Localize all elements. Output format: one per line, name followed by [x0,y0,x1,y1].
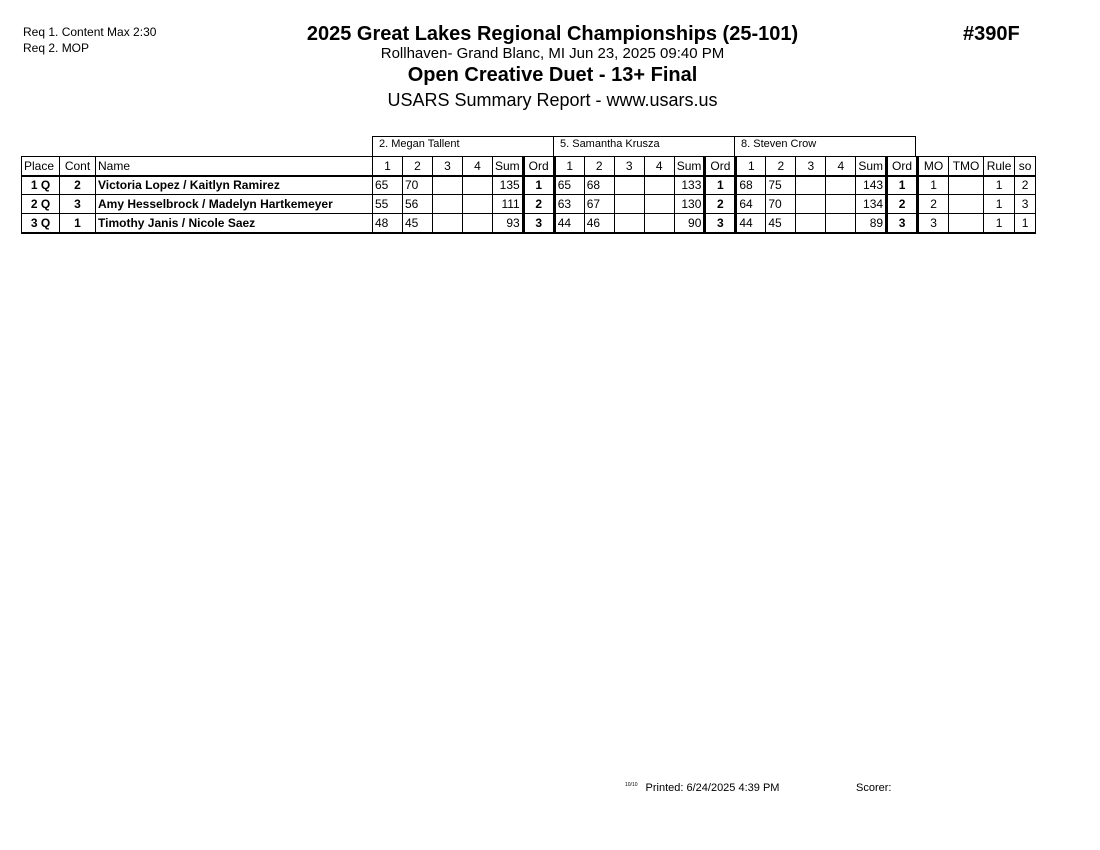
col-j1-ord: Ord [523,157,554,176]
j1-score1: 65 [373,176,403,195]
j2-score1: 44 [554,214,584,233]
requirement-2: Req 2. MOP [23,41,90,55]
j3-score2: 45 [766,214,796,233]
j1-sum: 93 [493,214,524,233]
tmo-cell [949,176,984,195]
col-j3-s3: 3 [796,157,826,176]
col-j3-ord: Ord [887,157,918,176]
j3-score3 [796,176,826,195]
col-mo: MO [918,157,949,176]
j1-ordinal: 3 [523,214,554,233]
col-j2-s3: 3 [614,157,644,176]
j2-score2: 67 [584,195,614,214]
place-cell: 2 Q [22,195,60,214]
col-j2-s4: 4 [644,157,674,176]
col-cont: Cont [60,157,96,176]
j2-score1: 63 [554,195,584,214]
rule-cell: 1 [984,176,1015,195]
j1-score2: 45 [403,214,433,233]
col-rule: Rule [984,157,1015,176]
col-j1-s4: 4 [463,157,493,176]
skater-name-cell: Amy Hesselbrock / Madelyn Hartkemeyer [96,195,373,214]
j1-ordinal: 1 [523,176,554,195]
judge-header-2: 5. Samantha Krusza [553,136,735,156]
col-j3-sum: Sum [856,157,887,176]
contestant-number-cell: 3 [60,195,96,214]
place-cell: 3 Q [22,214,60,233]
judge-header-3: 8. Steven Crow [734,136,916,156]
col-j1-s1: 1 [373,157,403,176]
tmo-cell [949,214,984,233]
j3-score3 [796,214,826,233]
j2-score1: 65 [554,176,584,195]
col-tmo: TMO [949,157,984,176]
rule-cell: 1 [984,214,1015,233]
j2-ordinal: 1 [705,176,736,195]
j2-score3 [614,214,644,233]
col-j3-s4: 4 [826,157,856,176]
header-row [22,157,1036,176]
requirement-1: Req 1. Content Max 2:30 [23,25,157,39]
scorer-label: Scorer: [856,782,892,794]
j1-score4 [463,195,493,214]
col-j2-s2: 2 [584,157,614,176]
skater-name-cell: Timothy Janis / Nicole Saez [96,214,373,233]
judge-header-1: 2. Megan Tallent [372,136,554,156]
j1-score2: 70 [403,176,433,195]
col-so: so [1015,157,1036,176]
j2-score2: 46 [584,214,614,233]
j2-ordinal: 3 [705,214,736,233]
so-cell: 2 [1015,176,1036,195]
j3-sum: 134 [856,195,887,214]
j2-score2: 68 [584,176,614,195]
j1-score3 [433,214,463,233]
j2-score4 [644,214,674,233]
col-j2-s1: 1 [554,157,584,176]
printed-label: Printed: 6/24/2025 4:39 PM [645,782,780,794]
venue-datetime: Rollhaven- Grand Blanc, MI Jun 23, 2025 09:40 PM [380,45,725,62]
j3-ordinal: 2 [887,195,918,214]
page-code: 10/10 [625,782,638,788]
contestant-number-cell: 2 [60,176,96,195]
skater-name-cell: Victoria Lopez / Kaitlyn Ramirez [96,176,373,195]
col-j1-sum: Sum [493,157,524,176]
so-cell: 1 [1015,214,1036,233]
j3-sum: 89 [856,214,887,233]
place-cell: 1 Q [22,176,60,195]
table-row [22,214,1036,233]
j3-score4 [826,214,856,233]
j3-score2: 75 [766,176,796,195]
j3-score1: 44 [736,214,766,233]
j1-score4 [463,176,493,195]
j3-score3 [796,195,826,214]
j2-sum: 90 [674,214,705,233]
col-j3-s1: 1 [736,157,766,176]
mo-cell: 3 [918,214,949,233]
col-j1-s3: 3 [433,157,463,176]
j2-score3 [614,195,644,214]
j1-sum: 111 [493,195,524,214]
j1-score3 [433,195,463,214]
j2-score4 [644,195,674,214]
j3-ordinal: 1 [887,176,918,195]
table-row [22,176,1036,195]
j2-sum: 130 [674,195,705,214]
contestant-number-cell: 1 [60,214,96,233]
printed-stamp [625,782,779,794]
j3-score2: 70 [766,195,796,214]
j3-score4 [826,195,856,214]
j3-score1: 68 [736,176,766,195]
col-name: Name [96,157,373,176]
tmo-cell [949,195,984,214]
j1-score1: 48 [373,214,403,233]
competition-title: 2025 Great Lakes Regional Championships (25-101) [306,23,799,45]
j1-ordinal: 2 [523,195,554,214]
j3-sum: 143 [856,176,887,195]
j1-score3 [433,176,463,195]
j3-ordinal: 3 [887,214,918,233]
report-name: USARS Summary Report - www.usars.us [387,90,718,110]
j3-score4 [826,176,856,195]
rule-cell: 1 [984,195,1015,214]
col-j1-s2: 2 [403,157,433,176]
j3-score1: 64 [736,195,766,214]
j1-score1: 55 [373,195,403,214]
mo-cell: 1 [918,176,949,195]
col-j2-sum: Sum [674,157,705,176]
table-row [22,195,1036,214]
j2-ordinal: 2 [705,195,736,214]
j1-score4 [463,214,493,233]
j2-score3 [614,176,644,195]
results-table [21,156,1036,234]
j1-sum: 135 [493,176,524,195]
col-j3-s2: 2 [766,157,796,176]
event-number: #390F [963,23,1020,45]
j2-score4 [644,176,674,195]
j2-sum: 133 [674,176,705,195]
so-cell: 3 [1015,195,1036,214]
j1-score2: 56 [403,195,433,214]
mo-cell: 2 [918,195,949,214]
event-title: Open Creative Duet - 13+ Final [407,64,698,86]
col-place: Place [22,157,60,176]
col-j2-ord: Ord [705,157,736,176]
